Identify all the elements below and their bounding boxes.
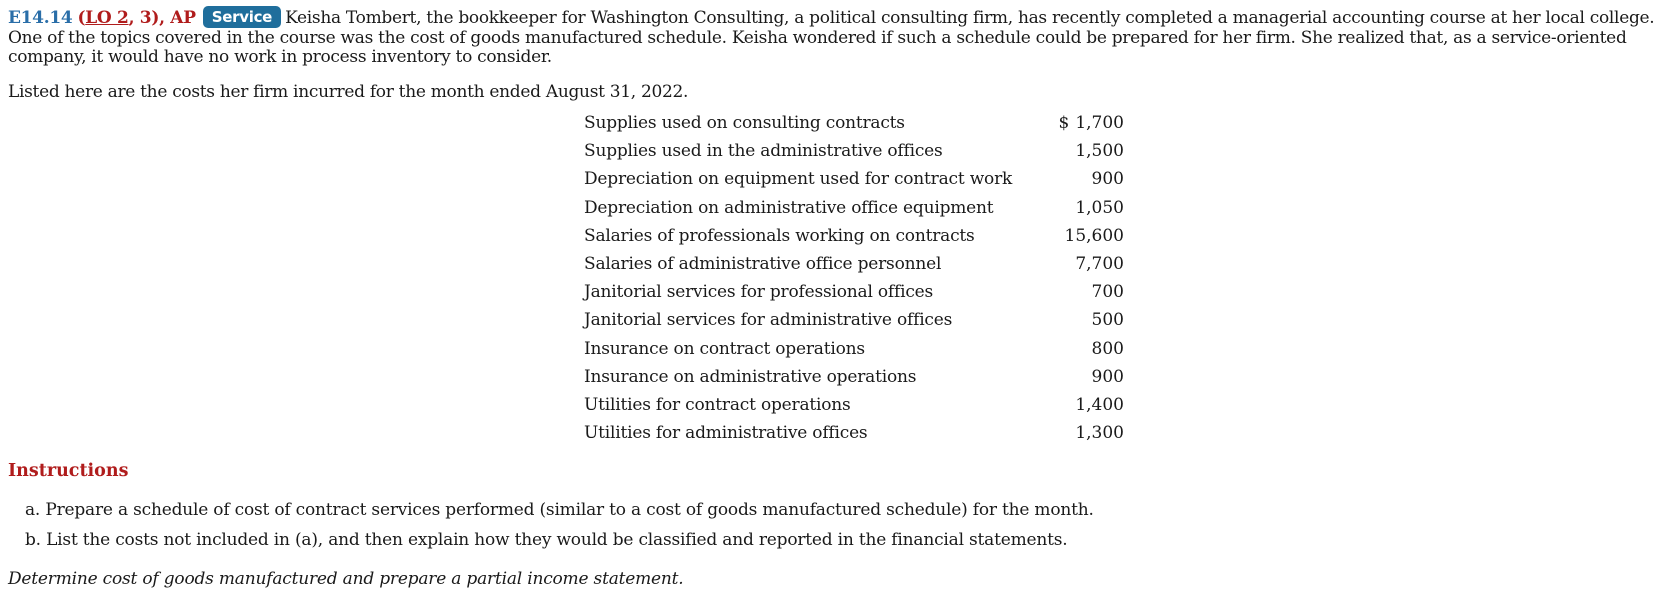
- service-badge: Service: [203, 6, 281, 28]
- cost-value: 1,050: [1075, 197, 1124, 218]
- cost-row: [584, 169, 1124, 197]
- cost-amount: [1059, 113, 1125, 133]
- cost-label: Salaries of administrative office personnel: [584, 253, 942, 274]
- hint-note: Determine cost of goods manufactured and prepare a partial income statement.: [8, 569, 684, 589]
- cost-amount: [1075, 395, 1124, 415]
- cost-row: [584, 367, 1124, 395]
- cost-row: [584, 339, 1124, 367]
- cost-amount: [1065, 226, 1124, 246]
- cost-label: Utilities for administrative offices: [584, 423, 868, 444]
- cost-amount: [1092, 310, 1124, 330]
- cost-row: [584, 198, 1124, 226]
- instructions-heading: Instructions: [8, 461, 129, 481]
- cost-value: 800: [1091, 338, 1124, 359]
- cost-label: Insurance on contract operations: [584, 338, 865, 359]
- cost-label: Supplies used in the administrative offices: [584, 141, 943, 162]
- listed-costs-intro: Listed here are the costs her firm incurred for the month ended August 31, 2022.: [8, 82, 689, 102]
- cost-amount: [1092, 169, 1124, 189]
- problem-text: Keisha Tombert, the bookkeeper for Washington Consulting, a political consulting firm, has recently completed a managerial accounting course at her local college. One of the topics covered in the course was the cost of goods manufactured schedule. Keisha wondered if such a schedule could be prepared for her firm. She realized that, as a service-oriented company, it would have no work in process inventory to consider.: [8, 8, 1655, 67]
- cost-value: 7,700: [1075, 253, 1124, 274]
- cost-label: Janitorial services for professional offices: [584, 282, 934, 303]
- cost-row: [584, 395, 1124, 423]
- cost-label: Depreciation on administrative office equipment: [584, 197, 994, 218]
- exercise-id: E14.14: [8, 8, 73, 28]
- instruction-item-a: a. Prepare a schedule of cost of contract services performed (similar to a cost of goods manufactured schedule) for the month.: [25, 500, 1094, 520]
- cost-value: 500: [1091, 310, 1124, 331]
- cost-value: 15,600: [1064, 225, 1124, 246]
- cost-label: Depreciation on equipment used for contract work: [584, 169, 1013, 190]
- cost-value: 1,700: [1075, 113, 1124, 133]
- cost-amount: [1075, 141, 1124, 161]
- instruction-item-b: b. List the costs not included in (a), and then explain how they would be classified and reported in the financial statements.: [25, 530, 1068, 550]
- cost-row: [584, 113, 1124, 141]
- cost-label: Supplies used on consulting contracts: [584, 113, 905, 133]
- problem-intro: [8, 6, 1668, 68]
- cost-row: [584, 254, 1124, 282]
- cost-amount: [1092, 339, 1124, 359]
- cost-amount: [1092, 367, 1124, 387]
- learning-objectives: (LO 2, 3), AP: [77, 8, 196, 28]
- cost-value: 700: [1091, 282, 1124, 303]
- cost-value: 1,500: [1075, 141, 1124, 162]
- cost-row: [584, 141, 1124, 169]
- cost-amount: [1075, 198, 1124, 218]
- cost-value: 1,300: [1075, 423, 1124, 444]
- cost-label: Janitorial services for administrative offices: [584, 310, 953, 331]
- cost-row: [584, 310, 1124, 338]
- cost-label: Salaries of professionals working on contracts: [584, 225, 975, 246]
- cost-row: [584, 282, 1124, 310]
- cost-amount: [1075, 423, 1124, 443]
- currency-symbol: $: [1058, 113, 1070, 133]
- cost-label: Insurance on administrative operations: [584, 366, 917, 387]
- learning-objective-link[interactable]: LO 2: [85, 8, 129, 28]
- cost-table: [584, 113, 1124, 451]
- cost-row: [584, 423, 1124, 451]
- cost-value: 900: [1091, 366, 1124, 387]
- cost-value: 1,400: [1075, 394, 1124, 415]
- cost-row: [584, 226, 1124, 254]
- cost-value: 900: [1091, 169, 1124, 190]
- cost-amount: [1075, 254, 1124, 274]
- cost-label: Utilities for contract operations: [584, 394, 851, 415]
- cost-amount: [1092, 282, 1124, 302]
